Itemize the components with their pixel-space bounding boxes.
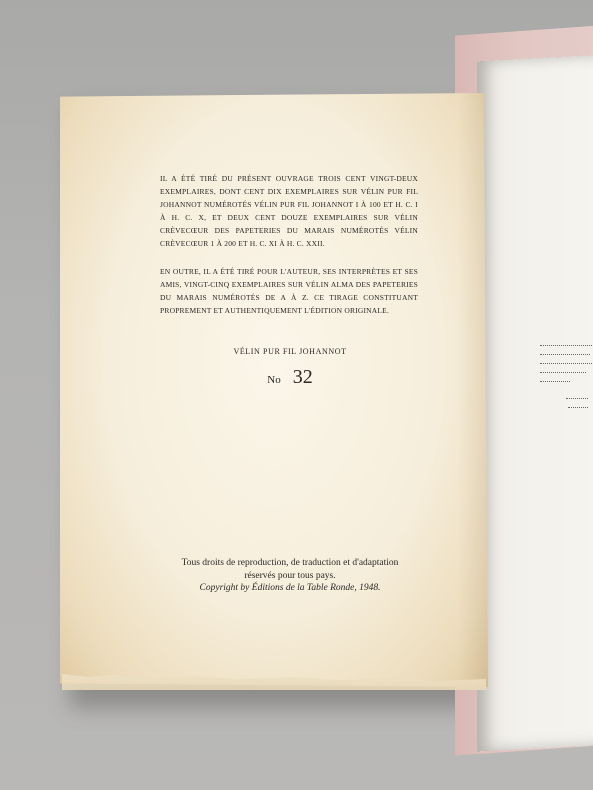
pencil-mark bbox=[445, 108, 450, 123]
paper-type-label: VÉLIN PUR FIL JOHANNOT bbox=[233, 347, 347, 356]
rights-notice bbox=[150, 557, 430, 595]
rights-line-1: Tous droits de reproduction, de traduction et d'adaptation bbox=[181, 558, 399, 568]
right-page-text-block bbox=[540, 338, 593, 409]
copy-number bbox=[160, 366, 420, 389]
copy-number-label: No bbox=[267, 374, 281, 386]
copyright-line: Copyright by Éditions de la Table Ronde, 1948. bbox=[199, 583, 381, 593]
limitation-notice-paragraph-2: EN OUTRE, IL A ÉTÉ TIRÉ POUR L'AUTEUR, SES INTERPRÈTES ET SES AMIS, VINGT-CINQ EXEMPLAIRES SUR VÉLIN ALMA DES PAPETERIES DU MARAIS NUMÉROTÉS DE A À Z. CE TIRAGE CONSTITUANT PROPREMENT ET AUTHENTIQUEMENT L'ÉDITION ORIGINALE. bbox=[160, 267, 418, 315]
limitation-notice-paragraph-1: IL A ÉTÉ TIRÉ DU PRÉSENT OUVRAGE TROIS CENT VINGT-DEUX EXEMPLAIRES, DONT CENT DIX EXEMPLAIRES SUR VÉLIN PUR FIL JOHANNOT NUMÉROTÉS VÉLIN PUR FIL JOHANNOT I À 100 ET H. C. I À H. C. X, ET DEUX CENT DOUZE EXEMPLAIRES SUR VÉLIN CRÈVECŒUR DES PAPETERIES DU MARAIS NUMÉROTÉS VÉLIN CRÈVECŒUR 1 À 200 ET H. C. XI À H. C. XXII. bbox=[160, 174, 418, 248]
copy-number-value: 32 bbox=[292, 366, 313, 388]
rights-line-2: réservés pour tous pays. bbox=[244, 570, 336, 581]
